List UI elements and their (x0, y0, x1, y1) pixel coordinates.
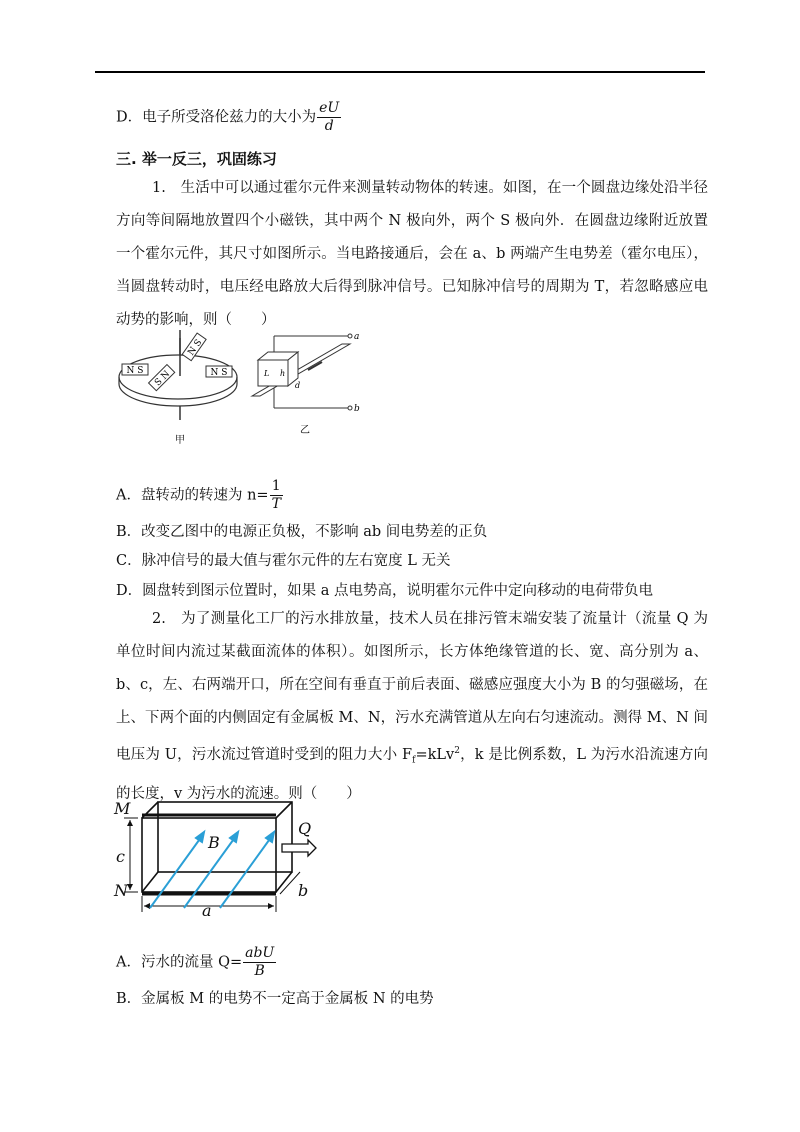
svg-text:b: b (354, 404, 360, 414)
svg-text:a: a (354, 332, 360, 342)
question-2-stem: 2. 为了测量化工厂的污水排放量，技术人员在排污管末端安装了流量计（流量 Q 为单位时间内流过某截面流体的体积）。如图所示，长方体绝缘管道的长、宽、高分别为 a、b、c，左、右两端开口，所在空间有垂直于前后表面、磁感应强度大小为 B 的匀强磁场，在上、下两个面的内侧固定有金属板 M、N，污水充满管道从左向右匀速流动。测得 M、N 间电压为 U，污水流过管道时受到的阻力大小 $F_f=kLv^2$，k 是比例系数，L 为污水沿流速方向的长度，v 为污水的流速。则（ ） (116, 611, 709, 802)
svg-text:N S: N S (210, 368, 228, 378)
prev-option-d: D．电子所受洛伦兹力的大小为 $\frac{eU}{d}$ (116, 100, 340, 134)
q1-option-b: B．改变乙图中的电源正负极，不影响 ab 间电势差的正负 (116, 524, 488, 540)
question-1-figure (112, 330, 372, 450)
hall-element-diagram (252, 332, 360, 436)
svg-text:M: M (114, 799, 131, 818)
magnet-right (206, 366, 232, 378)
svg-text:Q: Q (298, 819, 312, 838)
svg-text:甲: 甲 (175, 435, 185, 446)
q2-option-a: A．污水的流量 Q= $\frac{\text{abU}}{B}$ (116, 945, 275, 979)
svg-text:a: a (202, 901, 212, 918)
svg-text:N: N (114, 881, 128, 900)
flow-arrow (282, 840, 316, 856)
q1-option-d: D．圆盘转到图示位置时，如果 a 点电势高，说明霍尔元件中定向移动的电荷带负电 (116, 583, 653, 599)
header-rule (95, 71, 705, 73)
svg-text:B: B (208, 833, 220, 852)
svg-text:N S: N S (126, 366, 144, 376)
q1-option-a: A．盘转动的转速为 n= $\frac{1}{T}$ (116, 478, 281, 512)
rotating-disc-diagram (119, 330, 237, 446)
question-1-stem: 1. 生活中可以通过霍尔元件来测量转动物体的转速。如图，在一个圆盘边缘处沿半径方向等间隔地放置四个小磁铁，其中两个 N 极向外，两个 S 极向外．在圆盘边缘附近放置一个霍尔元件，其尺寸如图所示。当电路接通后，会在 a、b 两端产生电势差（霍尔电压），当圆盘转动时，电压经电路放大后得到脉冲信号。已知脉冲信号的周期为 T，若忽略感应电动势的影响，则（ ） (116, 180, 708, 328)
svg-text:c: c (116, 847, 125, 866)
svg-text:d: d (295, 381, 301, 390)
fraction: $\frac{1}{T}$ (271, 478, 281, 512)
fraction: $\frac{\text{abU}}{B}$ (245, 945, 275, 979)
q1-option-c: C．脉冲信号的最大值与霍尔元件的左右宽度 L 无关 (116, 553, 451, 569)
section-title: 三. 举一反三，巩固练习 (116, 150, 277, 168)
svg-text:L: L (264, 369, 270, 378)
fraction: $\frac{eU}{d}$ (319, 100, 340, 134)
question-2-figure (112, 798, 332, 918)
svg-text:N S: N S (186, 337, 205, 358)
svg-text:h: h (280, 369, 286, 378)
svg-text:S N: S N (153, 369, 173, 389)
q2-option-b: B．金属板 M 的电势不一定高于金属板 N 的电势 (116, 991, 434, 1007)
svg-text:乙: 乙 (300, 425, 310, 436)
magnet-left (122, 364, 148, 376)
svg-text:b: b (298, 881, 309, 900)
